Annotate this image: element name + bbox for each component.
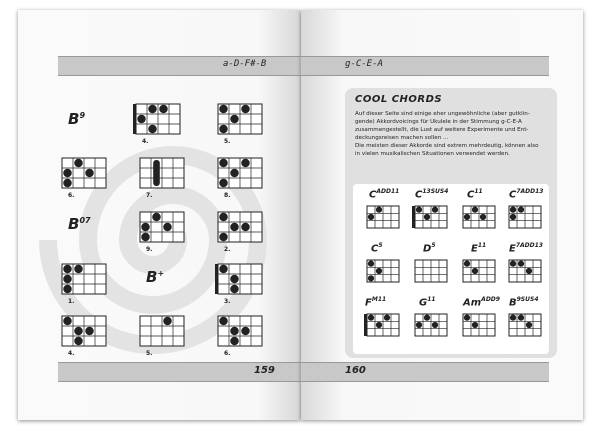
finger-dot	[148, 105, 157, 114]
cool-chord-name: $C^{7ADD13}$	[509, 188, 544, 201]
finger-dot	[510, 261, 516, 267]
finger-dot	[63, 169, 72, 178]
cool-chord-diagrams	[353, 184, 549, 354]
finger-dot	[230, 327, 239, 336]
finger-dot	[376, 322, 382, 328]
chord-diagram	[415, 314, 447, 336]
chord-diagram	[463, 260, 495, 282]
finger-dot	[510, 214, 516, 220]
finger-dot	[432, 207, 438, 213]
finger-dot	[230, 115, 239, 124]
cool-chord-name: $C^{13SUS4}$	[415, 188, 449, 201]
chord-diagram	[62, 264, 106, 294]
left-page	[18, 10, 300, 420]
finger-dot	[219, 159, 228, 168]
right-page	[301, 10, 583, 420]
finger-dot	[526, 268, 532, 274]
cool-chord-name: $Am^{ADD9}$	[463, 296, 500, 309]
chord-grid-box	[353, 184, 549, 354]
finger-dot	[163, 317, 172, 326]
finger-dot	[163, 223, 172, 232]
cool-chord-name: $G^{11}$	[419, 296, 436, 309]
finger-dot	[472, 207, 478, 213]
diagram-number: 4.	[142, 138, 149, 145]
chord-diagram	[218, 316, 262, 346]
finger-dot	[368, 261, 374, 267]
chord-diagram	[367, 260, 399, 282]
finger-dot	[85, 327, 94, 336]
chord-diagram	[463, 206, 495, 228]
finger-dot	[241, 105, 250, 114]
finger-dot	[368, 315, 374, 321]
diagram-number: 6.	[68, 192, 75, 199]
finger-dot	[148, 125, 157, 134]
finger-dot	[376, 268, 382, 274]
finger-dot	[230, 337, 239, 346]
finger-dot	[416, 322, 422, 328]
finger-dot	[63, 179, 72, 188]
finger-dot	[518, 261, 524, 267]
finger-dot	[137, 115, 146, 124]
cool-chord-name: $E^{7ADD13}$	[509, 242, 543, 255]
finger-dot	[159, 105, 168, 114]
chord-name-b07: $B^{07}$	[68, 215, 91, 233]
chord-diagram	[367, 206, 399, 228]
finger-dot	[480, 214, 486, 220]
chord-diagram	[218, 212, 262, 242]
diagram-number: 4.	[68, 350, 75, 357]
finger-dot	[74, 159, 83, 168]
header-label: g-C-E-A	[345, 59, 383, 69]
finger-dot	[219, 233, 228, 242]
finger-dot	[219, 179, 228, 188]
finger-dot	[464, 315, 470, 321]
finger-dot	[230, 275, 239, 284]
panel-text	[355, 110, 549, 158]
finger-dot	[368, 275, 374, 281]
text-line: Die meisten dieser Akkorde sind extrem mehrdeutig, können also	[355, 143, 539, 149]
finger-dot	[472, 322, 478, 328]
header-band	[301, 56, 549, 76]
cool-chord-name: $C^5$	[371, 242, 383, 255]
finger-dot	[141, 233, 150, 242]
chord-diagram	[463, 314, 495, 336]
finger-dot	[230, 285, 239, 294]
open-book	[10, 10, 590, 420]
page-number: 159	[254, 365, 275, 376]
chord-diagram	[62, 158, 106, 188]
diagram-number: 7.	[146, 192, 153, 199]
chord-diagram	[218, 158, 262, 188]
finger-dot	[384, 315, 390, 321]
finger-dot	[219, 105, 228, 114]
finger-dot	[74, 265, 83, 274]
chord-diagram	[509, 314, 541, 336]
cool-chord-name: $D^5$	[423, 242, 436, 255]
barre	[153, 160, 160, 186]
finger-dot	[241, 223, 250, 232]
chord-diagram	[140, 212, 184, 242]
header-label: a-D-F#-B	[223, 59, 267, 69]
cool-chord-name: $C^{ADD11}$	[369, 188, 400, 201]
chord-diagram	[140, 158, 184, 188]
chord-diagram	[509, 260, 541, 282]
text-line: zusammengestellt, die Lust auf weitere Experimente und Ent-	[355, 127, 529, 133]
chord-diagram	[215, 264, 262, 294]
finger-dot	[518, 315, 524, 321]
text-line: in vielen musikalischen Situationen verwendet werden.	[355, 151, 510, 157]
panel-title: COOL CHORDS	[355, 94, 443, 105]
finger-dot	[74, 327, 83, 336]
cool-chord-name: $B^{9SUS4}$	[509, 296, 539, 309]
diagram-number: 2.	[224, 246, 231, 253]
finger-dot	[368, 214, 374, 220]
cool-chords-panel	[345, 88, 557, 358]
text-line: gende) Akkordvoicings für Ukulele in der Stimmung g-C-E-A	[355, 119, 522, 125]
finger-dot	[241, 159, 250, 168]
finger-dot	[63, 265, 72, 274]
cool-chord-name: $E^{11}$	[471, 242, 487, 255]
finger-dot	[510, 315, 516, 321]
chord-diagram	[364, 314, 399, 336]
finger-dot	[464, 214, 470, 220]
finger-dot	[416, 207, 422, 213]
diagram-number: 5.	[224, 138, 231, 145]
finger-dot	[219, 317, 228, 326]
finger-dot	[518, 207, 524, 213]
diagram-number: 1.	[68, 298, 75, 305]
text-line: Auf dieser Seite sind einige eher ungewöhnliche (aber gutklin-	[355, 111, 530, 117]
finger-dot	[376, 207, 382, 213]
chord-diagram	[62, 316, 106, 346]
cool-chord-name: $F^{M11}$	[365, 296, 387, 309]
chord-diagram	[140, 316, 184, 346]
finger-dot	[85, 169, 94, 178]
text-line: deckungsreisen machen sollen ...	[355, 135, 449, 141]
finger-dot	[63, 275, 72, 284]
diagram-number: 3.	[224, 298, 231, 305]
page-number: 160	[345, 365, 366, 376]
finger-dot	[74, 337, 83, 346]
finger-dot	[230, 223, 239, 232]
chord-diagram	[133, 104, 180, 134]
finger-dot	[432, 322, 438, 328]
chord-diagram	[412, 206, 447, 228]
cool-chord-name: $C^{11}$	[467, 188, 483, 201]
finger-dot	[63, 285, 72, 294]
finger-dot	[464, 261, 470, 267]
diagram-number: 8.	[224, 192, 231, 199]
footer-band	[301, 362, 549, 382]
finger-dot	[141, 223, 150, 232]
finger-dot	[230, 169, 239, 178]
left-chord-diagrams	[18, 10, 300, 420]
finger-dot	[219, 213, 228, 222]
finger-dot	[526, 322, 532, 328]
chord-diagram	[218, 104, 262, 134]
finger-dot	[472, 268, 478, 274]
finger-dot	[424, 315, 430, 321]
finger-dot	[510, 207, 516, 213]
finger-dot	[219, 125, 228, 134]
finger-dot	[219, 265, 228, 274]
finger-dot	[241, 327, 250, 336]
chord-diagram	[509, 206, 541, 228]
chord-name-bplus: B+	[146, 268, 165, 286]
finger-dot	[63, 317, 72, 326]
diagram-number: 9.	[146, 246, 153, 253]
finger-dot	[152, 213, 161, 222]
diagram-number: 6.	[224, 350, 231, 357]
diagram-number: 5.	[146, 350, 153, 357]
chord-diagram	[415, 260, 447, 282]
finger-dot	[424, 214, 430, 220]
chord-name-b9: $B^9$	[68, 110, 86, 128]
